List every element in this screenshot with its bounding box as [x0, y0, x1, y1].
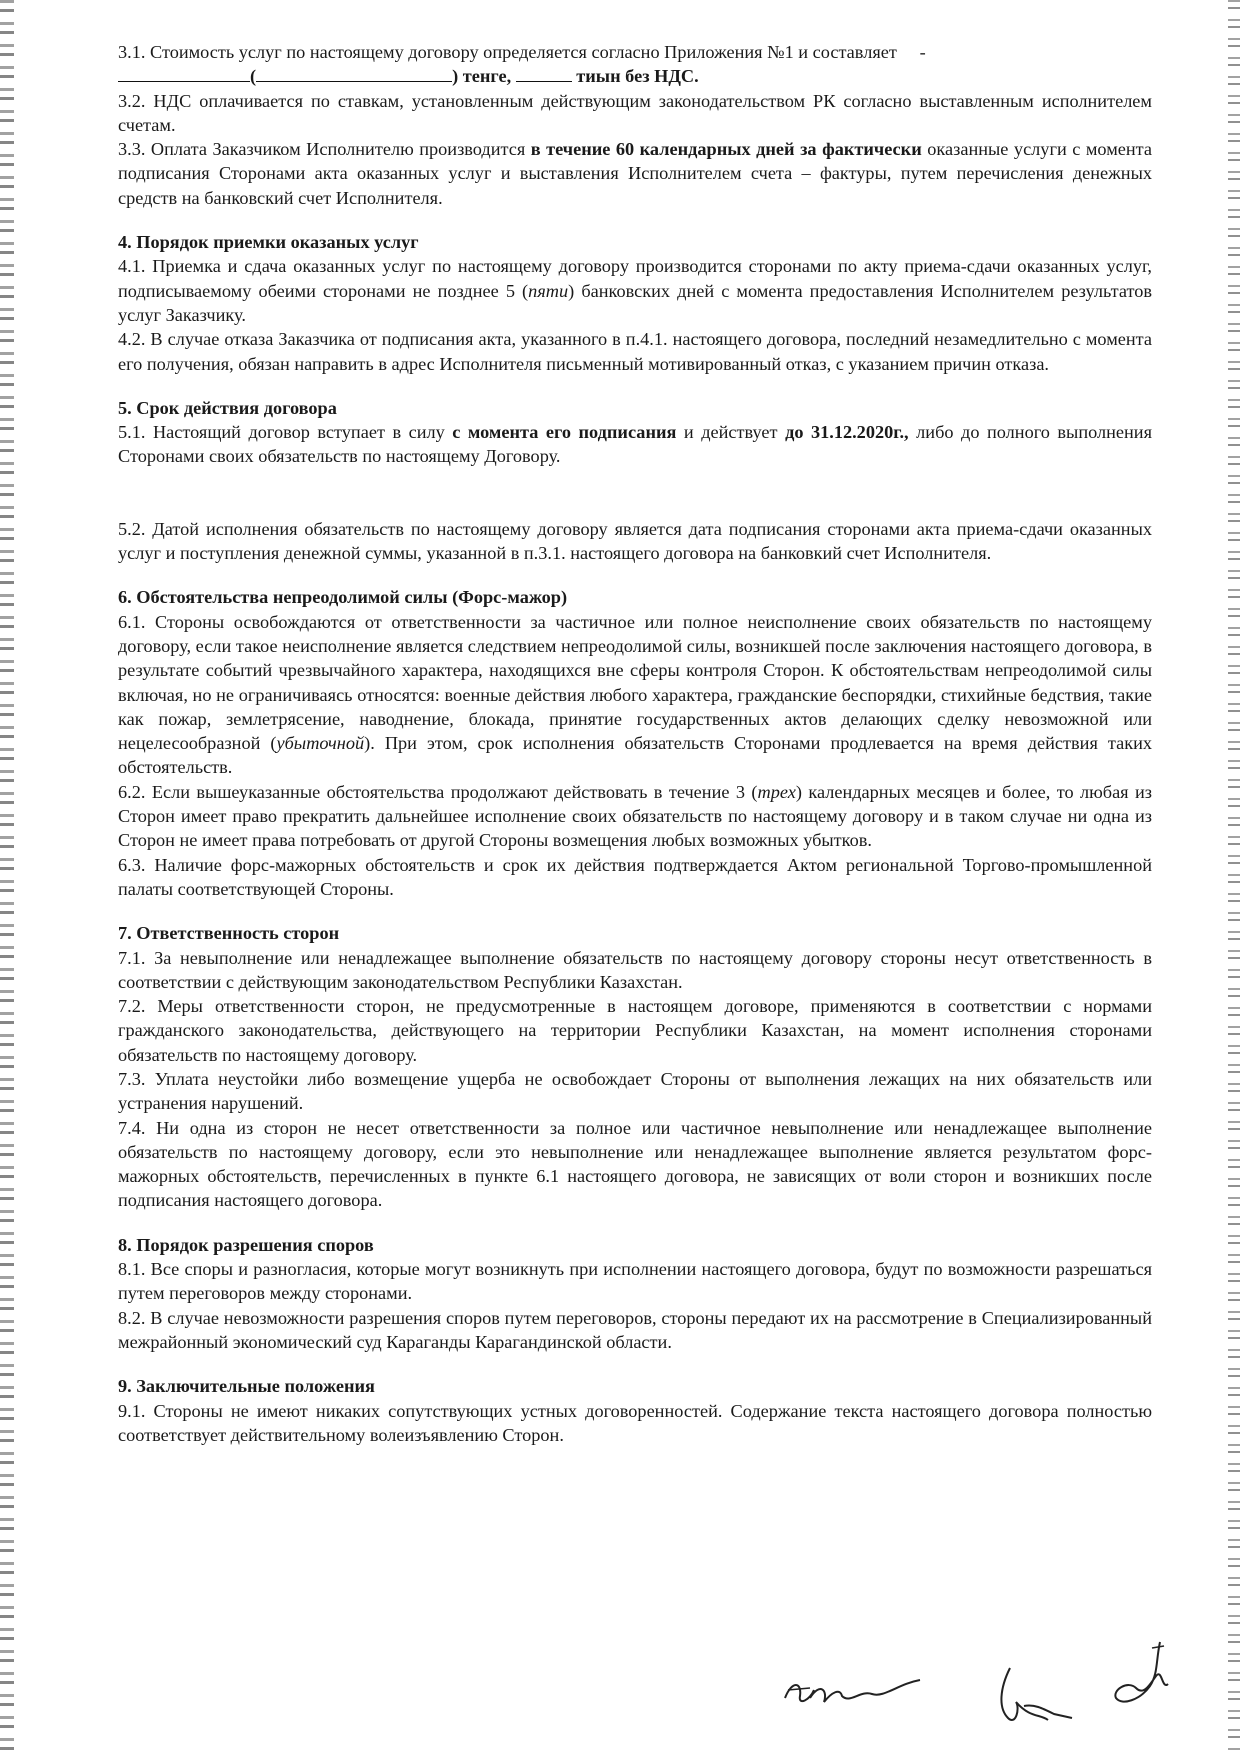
section-4-title: 4. Порядок приемки оказаных услуг: [118, 232, 419, 253]
signature-3: [1100, 1640, 1180, 1720]
clause-7-4: 7.4. Ни одна из сторон не несет ответственности за полное или частичное невыполнение или ненадлежащее выполнение обязательств по настоящему договору, если это невыполнение или ненадлежащее выполнение является результатом форс-мажорных обстоятельств, перечисленных в пункте 6.1 настоящего договора, не зависящих от воли сторон и возникших после подписания настоящего договора.: [118, 1117, 1152, 1211]
clause-3-2: 3.2. НДС оплачивается по ставкам, установленным действующим законодательством РК согласно выставленным исполнителем счетам.: [118, 90, 1152, 135]
signature-area: [0, 1640, 1240, 1750]
clause-9-1: 9.1. Стороны не имеют никаких сопутствующих устных договоренностей. Содержание текста настоящего договора полностью соответствует действительному волеизъявлению Сторон.: [118, 1400, 1152, 1445]
clause-8-1: 8.1. Все споры и разногласия, которые могут возникнуть при исполнении настоящего договора, будут по возможности разрешаться путем переговоров между сторонами.: [118, 1259, 1152, 1304]
clause-4-1: 4.1. Приемка и сдача оказанных услуг по настоящему договору производится сторонами по акту приема-сдачи оказанных услуг, подписываемому обеими сторонами не позднее 5 (пяти) банковских дней с момента предоставления Исполнителем результатов услуг Заказчику.: [118, 256, 1152, 325]
section-9-title: 9. Заключительные положения: [118, 1376, 375, 1397]
blank-tiyn: [516, 65, 572, 82]
scan-edge-left: [0, 0, 14, 1754]
blank-amount: [118, 65, 250, 82]
clause-8-2: 8.2. В случае невозможности разрешения споров путем переговоров, стороны передают их на рассмотрение в Специализированный межрайонный экономический суд Караганды Карагандинской области.: [118, 1307, 1152, 1352]
clause-7-3: 7.3. Уплата неустойки либо возмещение ущерба не освобождает Стороны от выполнения лежащих на них обязательств или устранения нарушений.: [118, 1068, 1152, 1114]
signature-1: [780, 1660, 930, 1720]
clause-7-1: 7.1. За невыполнение или ненадлежащее выполнение обязательств по настоящему договору стороны несут ответственность в соответствии с действующим законодательством Республики Казахстан.: [118, 947, 1152, 992]
clause-4-2: 4.2. В случае отказа Заказчика от подписания акта, указанного в п.4.1. настоящего договора, последний незамедлительно с момента его получения, обязан направить в адрес Исполнителя письменный мотивированный отказ, с указанием причин отказа.: [118, 329, 1152, 374]
section-6-title: 6. Обстоятельства непреодолимой силы (Форс-мажор): [118, 587, 568, 608]
blank-amount-words: [256, 65, 452, 82]
clause-5-2: 5.2. Датой исполнения обязательств по настоящему договору является дата подписания сторонами акта приема-сдачи оказанных услуг и поступления денежной суммы, указанной в п.3.1. настоящего договора на банковкий счет Исполнителя.: [118, 518, 1152, 564]
signature-2: [990, 1658, 1090, 1738]
clause-6-3: 6.3. Наличие форс-мажорных обстоятельств и срок их действия подтверждается Актом региональной Торгово-промышленной палаты соответствующей Стороны.: [118, 854, 1152, 899]
scan-edge-right: [1228, 0, 1240, 1754]
clause-7-2: 7.2. Меры ответственности сторон, не предусмотренные в настоящем договоре, применяются в соответствии с нормами гражданского законодательства, действующего на территории Республики Казахстан, на момент исполнения сторонами обязательств по настоящему договору.: [118, 996, 1152, 1065]
section-8-title: 8. Порядок разрешения споров: [118, 1234, 374, 1255]
clause-3-1: 3.1. Стоимость услуг по настоящему договору определяется согласно Приложения №1 и составляет - ( ) тенге, тиын без НДС.: [118, 42, 926, 87]
contract-body: [118, 40, 1152, 1447]
clause-5-1: 5.1. Настоящий договор вступает в силу с момента его подписания и действует до 31.12.2020г., либо до полного выполнения Сторонами своих обязательств по настоящему Договору.: [118, 422, 1153, 467]
clause-3-3: 3.3. Оплата Заказчиком Исполнителю производится в течение 60 календарных дней за фактически оказанные услуги с момента подписания Сторонами акта оказанных услуг и выставления Исполнителем счета – фактуры, путем перечисления денежных средств на банковский счет Исполнителя.: [118, 139, 1153, 208]
clause-6-1: 6.1. Стороны освобождаются от ответственности за частичное или полное неисполнение своих обязательств по настоящему договору, если такое неисполнение является следствием непреодолимой силы, возникшей после заключения настоящего договора, в результате событий чрезвычайного характера, находящихся вне сферы контроля Сторон. К обстоятельствам непреодолимой силы включая, но не ограничиваясь относятся: военные действия любого характера, гражданские беспорядки, стихийные бедствия, такие как пожар, землетрясение, наводнение, блокада, принятие государственных актов делающих сделку невозможной или нецелесообразной (убыточной). При этом, срок исполнения обязательств Сторонами продлевается на время действия таких обстоятельств.: [118, 611, 1153, 778]
section-7-title: 7. Ответственность сторон: [118, 923, 340, 944]
section-5-title: 5. Срок действия договора: [118, 397, 337, 418]
clause-6-2: 6.2. Если вышеуказанные обстоятельства продолжают действовать в течение 3 (трех) календарных месяцев и более, то любая из Сторон имеет право прекратить дальнейшее исполнение своих обязательств по настоящему договору и в таком случае ни одна из Сторон не имеет права потребовать от другой Стороны возмещения любых возможных убытков.: [118, 781, 1152, 851]
